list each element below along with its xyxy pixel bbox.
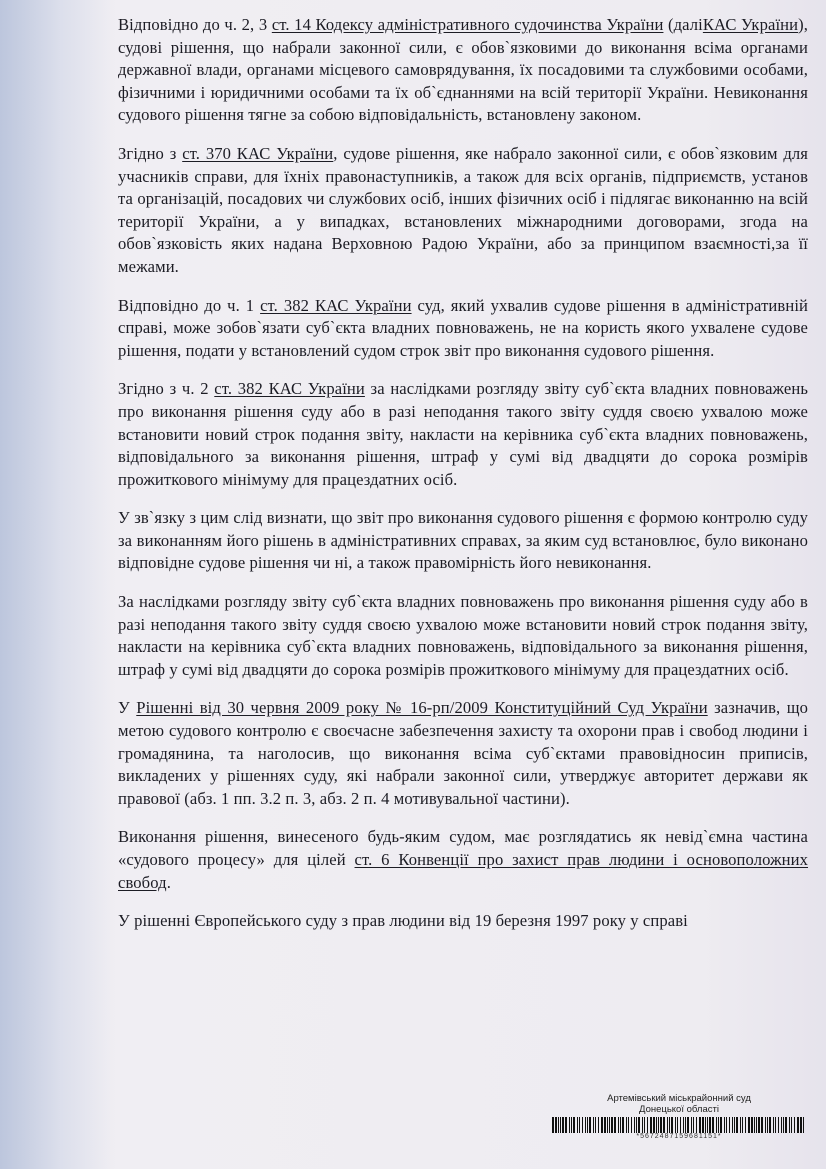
barcode-bar <box>604 1117 606 1133</box>
barcode-bar <box>573 1117 575 1133</box>
paragraph <box>118 295 808 363</box>
barcode-bar <box>565 1117 567 1133</box>
barcode-bar <box>658 1117 659 1133</box>
barcode-bar <box>778 1117 779 1133</box>
barcode-bar <box>724 1117 725 1133</box>
paragraph <box>118 143 808 279</box>
paragraph-text: У <box>118 698 137 718</box>
barcode-bar <box>794 1117 795 1133</box>
barcode-bar <box>680 1117 681 1133</box>
barcode-bar <box>696 1117 697 1133</box>
paragraph-text: Відповідно до ч. 2, 3 <box>118 15 272 34</box>
barcode-bar <box>797 1117 799 1133</box>
barcode-bar <box>569 1117 570 1133</box>
barcode-bar <box>660 1117 662 1133</box>
barcode-bar <box>638 1117 640 1133</box>
barcode-bar <box>769 1117 771 1133</box>
barcode-bar <box>699 1117 701 1133</box>
barcode-bar <box>751 1117 753 1133</box>
barcode-bar <box>773 1117 774 1133</box>
barcode-bar <box>705 1117 706 1133</box>
barcode-bar <box>653 1117 655 1133</box>
paragraph-text: (далі <box>663 15 703 34</box>
barcode-bar <box>647 1117 648 1133</box>
paragraph-text: Згідно з ч. 2 <box>118 379 215 399</box>
barcode-bar <box>650 1117 652 1133</box>
barcode-bar <box>765 1117 766 1133</box>
barcode-bar <box>631 1117 632 1133</box>
barcode-bar <box>622 1117 624 1133</box>
barcode-bar <box>707 1117 708 1133</box>
paragraph-text: , судове рішення, яке набрало законної сили, є обов`язковим для учасників справи, для їхніх правонаступників, а також для всіх органів, підприємств, установ та організацій, посадових чи службових осіб, інших фізичних осіб і підлягає виконанню на всій території України, а у випадках, встановлених міжнародними договорами, згода на обов`язковість яких надана Верховною Радою України, або за принципом взаємності,за її межами. <box>118 143 808 276</box>
barcode-bar <box>620 1117 621 1133</box>
barcode-bar <box>593 1117 594 1133</box>
barcode-image <box>550 1117 808 1133</box>
barcode-bar <box>589 1117 591 1133</box>
paragraph-text: . <box>166 872 171 892</box>
barcode-bar <box>754 1117 755 1133</box>
barcode-bar <box>644 1117 645 1133</box>
barcode-bar <box>558 1117 559 1133</box>
legal-reference-link[interactable]: КАС України <box>702 15 799 34</box>
paragraph-text: У зв`язку з цим слід визнати, що звіт про виконання судового рішення є формою контролю суду за виконанням його рішень в адміністративних справах, за яким суд встановлює, було виконано відповідне судове рішення чи ні, а також правомірність його невиконання. <box>118 508 808 573</box>
barcode-bar <box>789 1117 790 1133</box>
legal-reference-link[interactable]: ст. 382 КАС України <box>214 379 365 399</box>
court-name-line1: Артемівський міськрайонний суд <box>607 1093 751 1104</box>
barcode-bar <box>628 1117 629 1133</box>
barcode-bar <box>585 1117 586 1133</box>
barcode-bar <box>716 1117 717 1133</box>
barcode-bar <box>595 1117 596 1133</box>
barcode-bar <box>552 1117 554 1133</box>
paragraph-text: Відповідно до ч. 1 <box>118 295 261 315</box>
barcode-bar <box>571 1117 572 1133</box>
legal-reference-link[interactable]: Рішенні від 30 червня 2009 року № 16-рп/2009 Конституційний Суд України <box>136 698 708 718</box>
barcode-bar <box>577 1117 578 1133</box>
court-stamp <box>548 1093 810 1141</box>
barcode-bar <box>732 1117 733 1133</box>
barcode-bar <box>687 1117 689 1133</box>
paragraph-text: зазначив, що метою судового контролю є своєчасне забезпечення захисту та охорони прав і свобод людини і громадянина, та наголосив, що виконання всіма суб`єктами правовідносин приписів, викладених у рішеннях суду, які набрали законної сили, утверджує авторитет держави як правової (абз. 1 пп. 3.2 п. 3, абз. 2 п. 4 мотивувальної частини). <box>118 698 808 808</box>
barcode-bar <box>702 1117 704 1133</box>
scan-edge-shadow <box>0 0 112 1169</box>
barcode-bar <box>767 1117 768 1133</box>
barcode-bar <box>709 1117 711 1133</box>
barcode-bar <box>636 1117 637 1133</box>
barcode-bar <box>626 1117 627 1133</box>
barcode-bar <box>560 1117 561 1133</box>
barcode-bar <box>675 1117 676 1133</box>
barcode-bar <box>785 1117 787 1133</box>
barcode-bar <box>587 1117 588 1133</box>
paragraph-text: суд, який ухвалив судове рішення в адміністративній справі, може зобов`язати суб`єкта владних повноважень, не на користь якого ухвалене судове рішення, подати у встановлений судом строк звіт про виконання судового рішення. <box>118 295 809 360</box>
legal-reference-link[interactable]: ст. 6 Конвенції про захист прав людини і основоположних свобод <box>118 850 809 892</box>
barcode-bar <box>598 1117 599 1133</box>
barcode-bar <box>791 1117 792 1133</box>
barcode-bar <box>712 1117 714 1133</box>
barcode-bar <box>748 1117 750 1133</box>
court-name-line2: Донецької області <box>639 1104 719 1115</box>
barcode-bar <box>761 1117 763 1133</box>
legal-reference-link[interactable]: ст. 382 КАС України <box>260 295 412 315</box>
barcode-bar <box>667 1117 668 1133</box>
barcode-bar <box>677 1117 678 1133</box>
paragraph-text: Згідно з <box>118 143 183 163</box>
paragraph-text: Виконання рішення, винесеного будь-яким судом, має розглядатись як невід`ємна частина «судового процесу» для цілей <box>118 827 808 869</box>
paragraph <box>118 910 808 933</box>
paragraph <box>118 378 808 491</box>
paragraph <box>118 591 808 681</box>
barcode-bar <box>642 1117 643 1133</box>
barcode-bar <box>611 1117 613 1133</box>
barcode-number: *5672487159681151* <box>636 1133 722 1140</box>
paragraph <box>118 697 808 810</box>
barcode-bar <box>718 1117 719 1133</box>
barcode-bar <box>582 1117 583 1133</box>
barcode-bar <box>579 1117 580 1133</box>
barcode-bar <box>656 1117 657 1133</box>
legal-reference-link[interactable]: ст. 370 КАС України <box>182 143 334 163</box>
barcode-bar <box>601 1117 603 1133</box>
barcode-bar <box>634 1117 635 1133</box>
barcode-bar <box>742 1117 743 1133</box>
document-body <box>118 14 808 949</box>
barcode-bar <box>562 1117 564 1133</box>
paragraph <box>118 507 808 575</box>
paragraph-text: за наслідками розгляду звіту суб`єкта владних повноважень про виконання рішення суду або в разі неподання такого звіту суддя своєю ухвалою може встановити новий строк подання звіту, накласти на керівника суб`єкта владних повноважень, відповідального за виконання рішення, штраф у сумі від двадцяти до сорока розмірів прожиткового мінімуму для працездатних осіб. <box>118 379 808 489</box>
barcode-bar <box>691 1117 692 1133</box>
paragraph-text: За наслідками розгляду звіту суб`єкта владних повноважень про виконання рішення суду або в разі неподання такого звіту суддя своєю ухвалою може встановити новий строк подання звіту, накласти на керівника суб`єкта владних повноважень, відповідального за виконання рішення, штраф у сумі від двадцяти до сорока розмірів прожиткового мінімуму для працездатних осіб. <box>118 592 808 679</box>
barcode-bar <box>609 1117 610 1133</box>
barcode-bar <box>693 1117 694 1133</box>
legal-reference-link[interactable]: ст. 14 Кодексу адміністративного судочинства України <box>271 15 664 34</box>
barcode-bar <box>734 1117 735 1133</box>
barcode-bar <box>683 1117 684 1133</box>
barcode-bar <box>726 1117 727 1133</box>
paragraph <box>118 14 808 127</box>
barcode-bar <box>671 1117 673 1133</box>
barcode-bar <box>614 1117 616 1133</box>
barcode-bar <box>720 1117 722 1133</box>
barcode-bar <box>756 1117 757 1133</box>
paragraph <box>118 826 808 894</box>
paragraph-text: У рішенні Європейського суду з прав людини від 19 березня 1997 року у справі <box>118 911 688 931</box>
barcode-bar <box>663 1117 665 1133</box>
barcode-bar <box>781 1117 782 1133</box>
barcode-bar <box>607 1117 608 1133</box>
barcode-bar <box>618 1117 619 1133</box>
paragraph-text: ), судові рішення, що набрали законної сили, є обов`язковими до виконання всіма органами державної влади, органами місцевого самоврядування, їх посадовими та службовими особами, фізичними і юридичними особами та їх об`єднаннями на всій території України. Невиконання судового рішення тягне за собою відповідальність, встановлену законом. <box>118 15 808 125</box>
barcode-bar <box>775 1117 776 1133</box>
barcode-bar <box>669 1117 670 1133</box>
barcode-bar <box>685 1117 686 1133</box>
barcode-bar <box>803 1117 804 1133</box>
barcode-bar <box>783 1117 784 1133</box>
barcode-bar <box>745 1117 746 1133</box>
barcode-bar <box>740 1117 741 1133</box>
barcode-bar <box>729 1117 730 1133</box>
barcode-bar <box>758 1117 760 1133</box>
barcode-bar <box>736 1117 738 1133</box>
barcode-bar <box>555 1117 557 1133</box>
barcode-bar <box>800 1117 802 1133</box>
